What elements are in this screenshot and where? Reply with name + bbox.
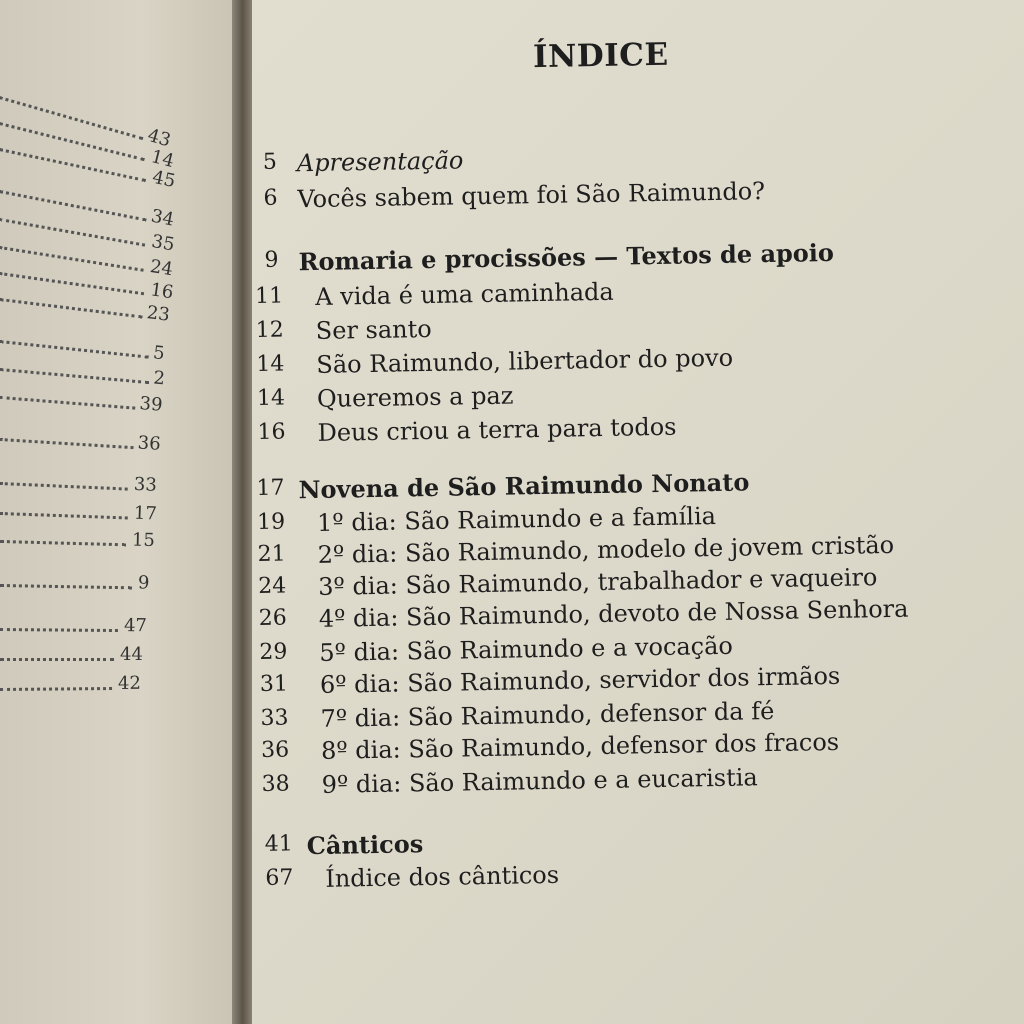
left-page-number: 2 [152, 367, 166, 390]
left-page-number: 15 [131, 529, 156, 552]
left-toc-row [0, 468, 236, 501]
toc-page-number: 19 [256, 509, 286, 535]
toc-page-number: 14 [256, 385, 286, 411]
dot-leader [0, 512, 128, 519]
toc-page-number: 33 [260, 705, 289, 731]
toc-entry-label: Queremos a paz [316, 381, 514, 413]
dot-leader [0, 584, 132, 589]
dot-leader [0, 687, 112, 691]
left-page-number: 39 [138, 393, 164, 416]
toc-page-number: 5 [262, 149, 278, 175]
left-page-number: 24 [148, 255, 175, 281]
dot-leader [0, 628, 118, 632]
toc-page-number: 24 [258, 573, 287, 599]
right-page [252, 0, 1024, 1024]
toc-page-number: 11 [254, 283, 284, 309]
toc-page-number: 14 [256, 351, 285, 377]
toc-entry-label: Ser santo [315, 314, 432, 345]
left-toc-row [0, 424, 236, 462]
toc-entry-label: 9º dia: São Raimundo e a eucaristia [321, 763, 758, 799]
left-toc-row [0, 570, 236, 597]
toc-page-number: 12 [255, 317, 284, 343]
left-toc-row [0, 614, 236, 638]
toc-entry [253, 860, 560, 898]
toc-entry-label: 4º dia: São Raimundo, devoto de Nossa Senhora [318, 594, 909, 633]
left-toc-row [0, 498, 236, 529]
toc-entry-label: Apresentação [296, 146, 464, 178]
toc-page-number: 36 [260, 737, 290, 763]
dot-leader [0, 540, 126, 546]
toc-entry-label: 8º dia: São Raimundo, defensor dos fracos [320, 727, 840, 765]
left-page-number: 36 [137, 432, 162, 455]
toc-page-number: 31 [259, 671, 289, 697]
toc-entry-label: 6º dia: São Raimundo, servidor dos irmãos [319, 661, 841, 699]
left-toc-row [0, 672, 236, 696]
toc-entry-label: Romaria e procissões — Textos de apoio [298, 237, 835, 277]
toc-entry-label: Vocês sabem quem foi São Raimundo? [297, 177, 766, 214]
dot-leader [0, 396, 135, 410]
toc-entry-label: Cânticos [306, 829, 424, 861]
left-page-number: 33 [133, 473, 158, 496]
toc-page-number: 26 [258, 605, 288, 631]
left-page-number: 17 [133, 502, 158, 525]
dot-leader [0, 658, 114, 661]
toc-entry-label: 1º dia: São Raimundo e a família [316, 501, 717, 537]
left-page-number: 35 [149, 230, 177, 256]
left-page-number: 34 [149, 205, 176, 231]
toc-entry-label: 5º dia: São Raimundo e a vocação [319, 631, 734, 667]
toc-entry-label: Índice dos cânticos [325, 860, 560, 893]
left-page-number: 16 [149, 279, 175, 304]
toc-entry-label: 7º dia: São Raimundo, defensor da fé [320, 696, 775, 733]
left-toc-row [0, 526, 236, 555]
left-page-number: 14 [148, 146, 177, 172]
toc-page-number: 21 [257, 541, 286, 567]
left-page-number: 42 [117, 672, 141, 694]
left-page [0, 0, 236, 1024]
toc-page-number: 67 [265, 865, 294, 891]
toc-page-number: 29 [259, 639, 288, 665]
toc-entry-label: A vida é uma caminhada [314, 277, 614, 311]
toc-entry-label: São Raimundo, libertador do povo [316, 343, 734, 379]
page-title: ÍNDICE [532, 36, 669, 76]
left-page-number: 44 [120, 644, 143, 665]
toc-page-number: 16 [257, 419, 286, 445]
toc-page-number: 17 [256, 475, 285, 501]
toc-page-number: 41 [264, 831, 293, 857]
left-page-number: 9 [137, 572, 150, 594]
toc-entry-label: 3º dia: São Raimundo, trabalhador e vaqueiro [318, 563, 878, 601]
table-of-contents [252, 0, 1024, 1024]
toc-page-number: 38 [261, 771, 290, 797]
left-toc-row [0, 644, 236, 666]
left-page-number: 45 [150, 166, 178, 192]
dot-leader [0, 298, 143, 319]
left-page-number: 43 [145, 124, 174, 152]
toc-entry-label: Novena de São Raimundo Nonato [298, 467, 750, 505]
toc-entry-label: 2º dia: São Raimundo, modelo de jovem cristão [317, 530, 895, 569]
toc-page-number: 6 [263, 185, 278, 211]
toc-page-number: 9 [264, 247, 279, 273]
dot-leader [0, 368, 149, 384]
dot-leader [0, 482, 128, 491]
left-page-number: 5 [152, 342, 166, 365]
dot-leader [0, 438, 134, 449]
left-page-number: 47 [123, 615, 147, 637]
toc-entry-label: Deus criou a terra para todos [317, 412, 677, 447]
toc-section-heading [253, 829, 424, 864]
left-page-number: 23 [145, 302, 171, 326]
